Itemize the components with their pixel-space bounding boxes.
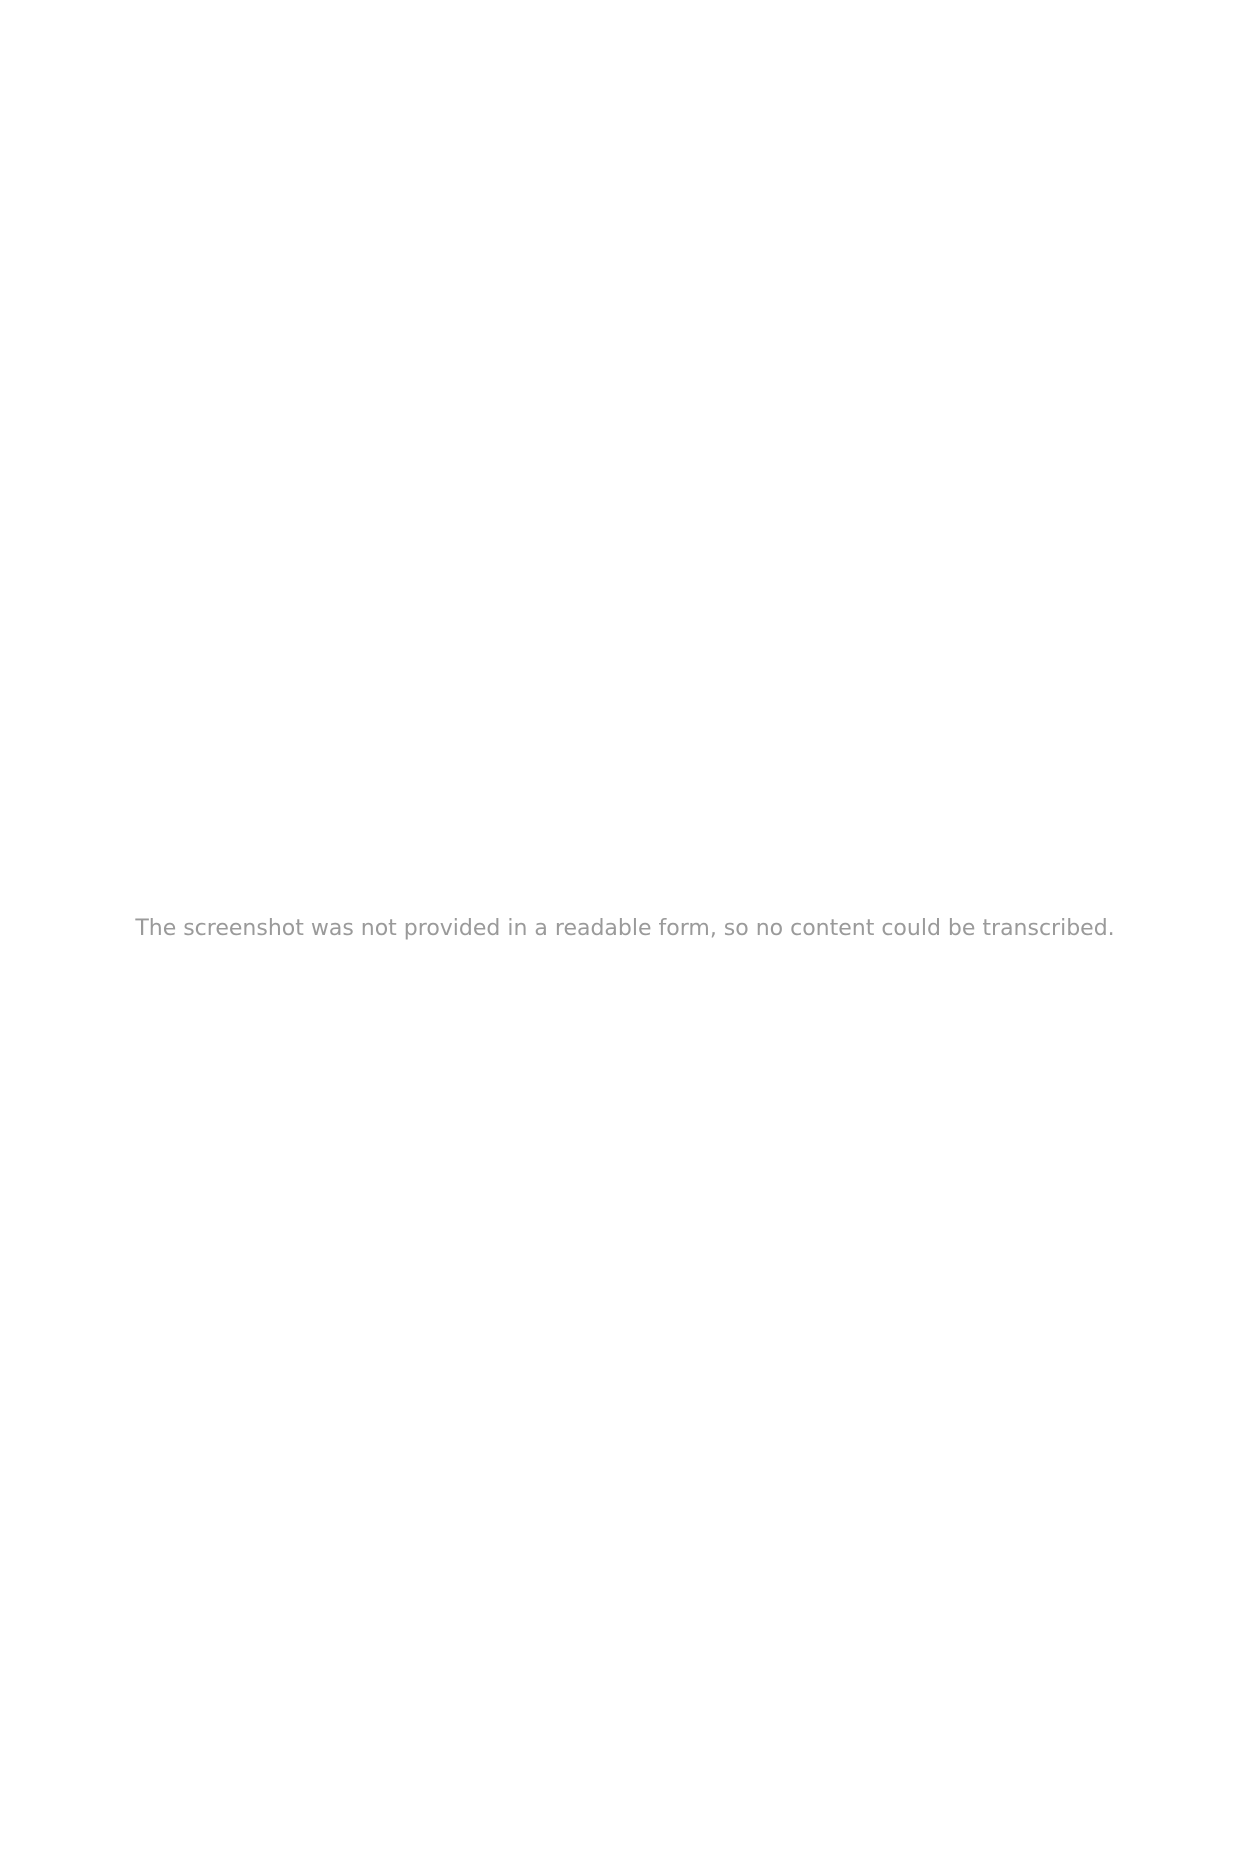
notice-text: The screenshot was not provided in a readable form, so no content could be transcribed. <box>135 916 1115 941</box>
